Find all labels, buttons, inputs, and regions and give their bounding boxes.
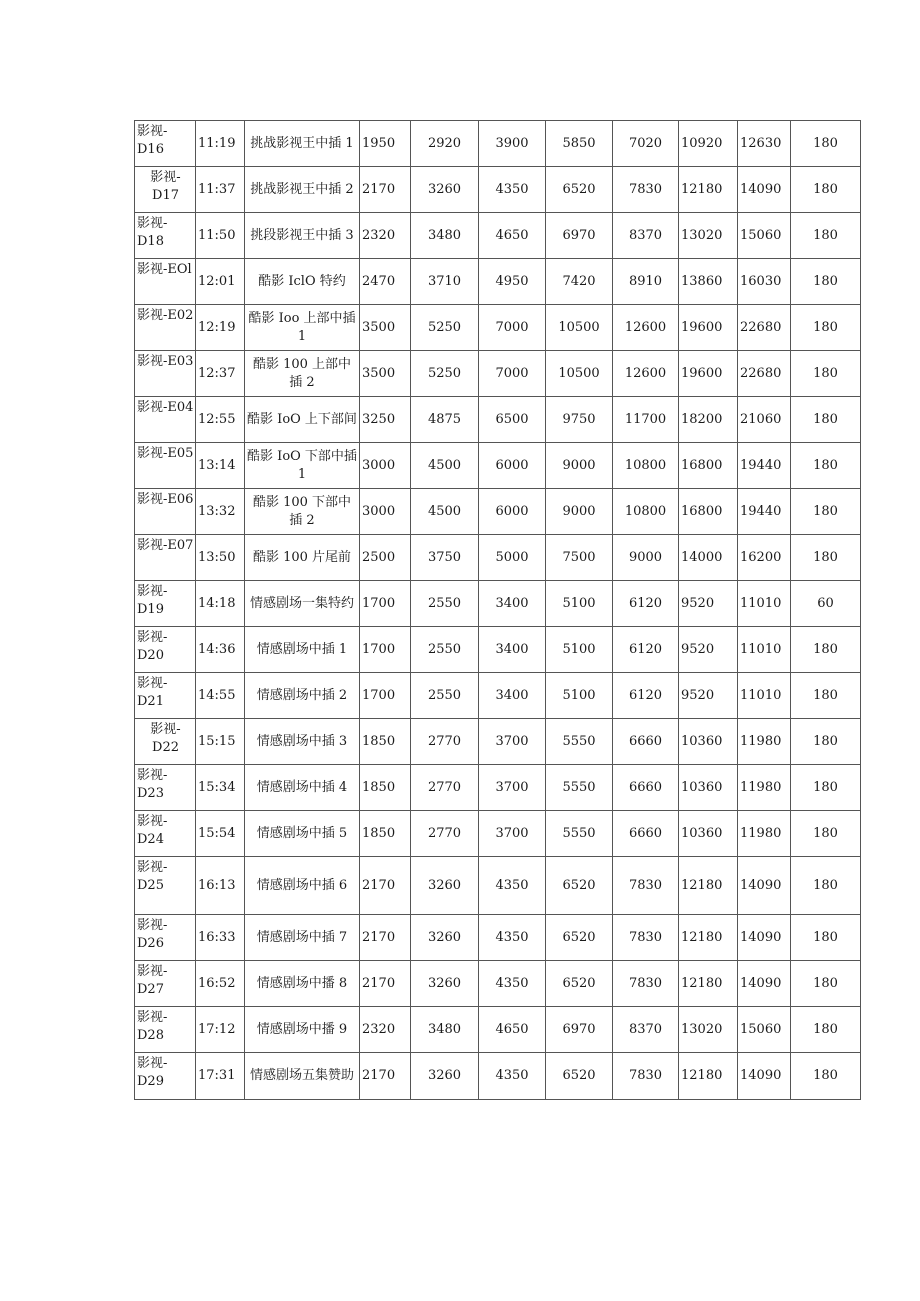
row-program: 挑战影视王中插 1 <box>245 121 360 167</box>
row-price-7: 14090 <box>738 1053 791 1100</box>
row-price-8: 180 <box>791 1007 861 1053</box>
row-price-2: 5250 <box>411 351 479 397</box>
row-price-2: 3480 <box>411 213 479 259</box>
row-code-part: 影视- <box>150 170 181 185</box>
row-program: 情感剧场中插 4 <box>245 765 360 811</box>
row-program: 酷影 100 下部中插 2 <box>245 489 360 535</box>
row-time: 17:31 <box>196 1053 245 1100</box>
table-row <box>135 961 861 1007</box>
row-program: 情感剧场五集赞助 <box>245 1053 360 1100</box>
row-code-text: 影视-E05 <box>137 446 194 461</box>
table-row <box>135 857 861 915</box>
row-price-1: 2320 <box>360 213 411 259</box>
row-price-8: 180 <box>791 765 861 811</box>
row-price-3: 3900 <box>479 121 546 167</box>
row-time: 16:13 <box>196 857 245 915</box>
row-price-7: 14090 <box>738 915 791 961</box>
row-price-5: 7830 <box>613 915 679 961</box>
row-time: 11:37 <box>196 167 245 213</box>
row-code <box>135 305 196 351</box>
row-price-7: 15060 <box>738 213 791 259</box>
row-price-2: 2550 <box>411 581 479 627</box>
row-code-text: 影视-E02 <box>137 308 194 323</box>
row-price-4: 7420 <box>546 259 613 305</box>
row-code <box>135 121 196 167</box>
row-price-3: 4350 <box>479 915 546 961</box>
row-code <box>135 443 196 489</box>
row-price-6: 10360 <box>679 811 738 857</box>
row-price-8: 180 <box>791 1053 861 1100</box>
row-program: 情感剧场中插 7 <box>245 915 360 961</box>
row-program: 情感剧场中插 5 <box>245 811 360 857</box>
row-price-1: 1700 <box>360 627 411 673</box>
row-price-2: 3260 <box>411 857 479 915</box>
row-price-5: 6660 <box>613 765 679 811</box>
row-price-1: 1850 <box>360 719 411 765</box>
row-price-1: 2170 <box>360 915 411 961</box>
row-price-8: 180 <box>791 489 861 535</box>
row-price-6: 13020 <box>679 1007 738 1053</box>
row-price-3: 3400 <box>479 581 546 627</box>
row-price-2: 2770 <box>411 719 479 765</box>
row-price-6: 9520 <box>679 673 738 719</box>
row-price-6: 10360 <box>679 719 738 765</box>
row-price-5: 7830 <box>613 1053 679 1100</box>
row-price-4: 5550 <box>546 719 613 765</box>
row-price-2: 5250 <box>411 305 479 351</box>
row-price-8: 180 <box>791 535 861 581</box>
row-price-2: 2920 <box>411 121 479 167</box>
row-price-6: 16800 <box>679 489 738 535</box>
row-price-3: 7000 <box>479 305 546 351</box>
row-price-8: 180 <box>791 673 861 719</box>
row-price-6: 12180 <box>679 1053 738 1100</box>
row-price-8: 180 <box>791 443 861 489</box>
row-price-6: 19600 <box>679 351 738 397</box>
row-price-5: 9000 <box>613 535 679 581</box>
row-price-4: 5100 <box>546 627 613 673</box>
row-price-2: 3260 <box>411 1053 479 1100</box>
row-time: 13:14 <box>196 443 245 489</box>
row-time: 14:55 <box>196 673 245 719</box>
row-price-7: 14090 <box>738 167 791 213</box>
row-price-2: 4875 <box>411 397 479 443</box>
row-time: 17:12 <box>196 1007 245 1053</box>
row-price-6: 13020 <box>679 213 738 259</box>
table-row <box>135 397 861 443</box>
row-code <box>135 259 196 305</box>
row-code <box>135 811 196 857</box>
row-price-6: 18200 <box>679 397 738 443</box>
row-price-3: 6000 <box>479 489 546 535</box>
table-row <box>135 213 861 259</box>
row-price-5: 7020 <box>613 121 679 167</box>
row-price-1: 1950 <box>360 121 411 167</box>
row-price-2: 3480 <box>411 1007 479 1053</box>
row-code <box>135 167 196 213</box>
table-row <box>135 489 861 535</box>
row-time: 11:19 <box>196 121 245 167</box>
row-code <box>135 915 196 961</box>
row-price-7: 11010 <box>738 673 791 719</box>
row-price-4: 5850 <box>546 121 613 167</box>
row-price-4: 9750 <box>546 397 613 443</box>
row-price-3: 3400 <box>479 627 546 673</box>
row-price-4: 5100 <box>546 581 613 627</box>
row-price-5: 12600 <box>613 351 679 397</box>
row-price-4: 5550 <box>546 765 613 811</box>
row-price-5: 12600 <box>613 305 679 351</box>
row-program: 情感剧场中插 3 <box>245 719 360 765</box>
row-code-text: 影视-D16 <box>137 124 168 157</box>
table-row <box>135 351 861 397</box>
row-code-part: D26 <box>137 936 164 951</box>
table-row <box>135 259 861 305</box>
row-program: 酷影 100 上部中插 2 <box>245 351 360 397</box>
row-price-8: 180 <box>791 627 861 673</box>
row-price-2: 3750 <box>411 535 479 581</box>
row-price-8: 180 <box>791 167 861 213</box>
row-price-1: 3000 <box>360 443 411 489</box>
row-price-8: 180 <box>791 857 861 915</box>
row-program: 情感剧场中插 2 <box>245 673 360 719</box>
row-price-4: 5550 <box>546 811 613 857</box>
row-price-1: 2170 <box>360 857 411 915</box>
row-price-4: 7500 <box>546 535 613 581</box>
table-row <box>135 915 861 961</box>
row-price-6: 12180 <box>679 167 738 213</box>
row-code-text: 影视-E04 <box>137 400 194 415</box>
row-time: 16:52 <box>196 961 245 1007</box>
row-price-7: 11980 <box>738 811 791 857</box>
row-code-text: 影视-D18 <box>137 216 168 249</box>
row-code <box>135 1007 196 1053</box>
row-price-2: 3260 <box>411 961 479 1007</box>
row-time: 12:55 <box>196 397 245 443</box>
row-price-6: 12180 <box>679 915 738 961</box>
row-price-4: 5100 <box>546 673 613 719</box>
row-code <box>135 719 196 765</box>
row-price-7: 15060 <box>738 1007 791 1053</box>
row-code-text: 影视-D21 <box>137 676 168 709</box>
row-code <box>135 1053 196 1100</box>
table-row <box>135 121 861 167</box>
row-price-7: 22680 <box>738 305 791 351</box>
row-price-2: 4500 <box>411 489 479 535</box>
row-price-3: 4350 <box>479 961 546 1007</box>
row-price-7: 21060 <box>738 397 791 443</box>
row-price-1: 1700 <box>360 673 411 719</box>
row-time: 12:37 <box>196 351 245 397</box>
row-price-5: 6120 <box>613 627 679 673</box>
row-code <box>135 535 196 581</box>
row-program: 情感剧场一集特约 <box>245 581 360 627</box>
row-price-5: 8370 <box>613 1007 679 1053</box>
row-price-2: 2550 <box>411 627 479 673</box>
row-price-5: 10800 <box>613 443 679 489</box>
row-price-2: 3710 <box>411 259 479 305</box>
row-time: 14:36 <box>196 627 245 673</box>
row-price-2: 3260 <box>411 915 479 961</box>
row-price-1: 2170 <box>360 1053 411 1100</box>
row-price-1: 2500 <box>360 535 411 581</box>
row-program: 情感剧场中播 9 <box>245 1007 360 1053</box>
row-price-5: 8910 <box>613 259 679 305</box>
row-price-2: 2550 <box>411 673 479 719</box>
row-time: 15:34 <box>196 765 245 811</box>
row-price-8: 180 <box>791 719 861 765</box>
row-price-7: 16030 <box>738 259 791 305</box>
row-code-text: 影视-EOl <box>137 262 192 277</box>
row-code <box>135 489 196 535</box>
row-price-4: 6520 <box>546 167 613 213</box>
row-code-part: 影视- <box>137 918 168 933</box>
table-row <box>135 1053 861 1100</box>
row-code-part: D17 <box>152 188 179 203</box>
row-price-3: 3700 <box>479 811 546 857</box>
row-program: 情感剧场中播 8 <box>245 961 360 1007</box>
row-price-1: 2320 <box>360 1007 411 1053</box>
row-price-1: 2170 <box>360 961 411 1007</box>
row-price-7: 14090 <box>738 857 791 915</box>
row-price-5: 6120 <box>613 673 679 719</box>
row-time: 12:01 <box>196 259 245 305</box>
row-code-text: 影视-D27 <box>137 964 168 997</box>
row-price-4: 6970 <box>546 213 613 259</box>
row-price-4: 6520 <box>546 915 613 961</box>
row-price-1: 3000 <box>360 489 411 535</box>
row-price-3: 4650 <box>479 1007 546 1053</box>
row-code-part: 影视- <box>150 722 181 737</box>
row-price-8: 180 <box>791 915 861 961</box>
row-code-text: 影视-D25 <box>137 860 168 893</box>
row-price-8: 180 <box>791 351 861 397</box>
row-price-7: 11010 <box>738 627 791 673</box>
row-code-part: D22 <box>152 740 179 755</box>
row-price-1: 2170 <box>360 167 411 213</box>
row-price-8: 180 <box>791 961 861 1007</box>
row-time: 16:33 <box>196 915 245 961</box>
row-price-1: 1850 <box>360 811 411 857</box>
row-price-7: 16200 <box>738 535 791 581</box>
row-program: 挑战影视王中插 2 <box>245 167 360 213</box>
row-code <box>135 765 196 811</box>
row-time: 13:32 <box>196 489 245 535</box>
row-price-7: 19440 <box>738 489 791 535</box>
row-code-text: 影视-D23 <box>137 768 168 801</box>
row-price-5: 7830 <box>613 167 679 213</box>
row-price-7: 11010 <box>738 581 791 627</box>
table-row <box>135 811 861 857</box>
table-row <box>135 581 861 627</box>
row-program: 挑段影视王中插 3 <box>245 213 360 259</box>
row-price-6: 12180 <box>679 961 738 1007</box>
row-code <box>135 351 196 397</box>
table-row <box>135 719 861 765</box>
row-code <box>135 581 196 627</box>
row-program: 酷影 IoO 上下部间 <box>245 397 360 443</box>
row-code-text: 影视-E06 <box>137 492 194 507</box>
row-price-5: 6120 <box>613 581 679 627</box>
row-price-2: 3260 <box>411 167 479 213</box>
row-price-4: 10500 <box>546 305 613 351</box>
table-body <box>135 121 861 1100</box>
row-price-3: 4350 <box>479 1053 546 1100</box>
row-price-6: 10360 <box>679 765 738 811</box>
table-row <box>135 535 861 581</box>
row-price-5: 8370 <box>613 213 679 259</box>
row-price-3: 5000 <box>479 535 546 581</box>
row-program: 酷影 100 片尾前 <box>245 535 360 581</box>
row-price-6: 10920 <box>679 121 738 167</box>
row-price-6: 13860 <box>679 259 738 305</box>
row-price-3: 3400 <box>479 673 546 719</box>
table-row <box>135 765 861 811</box>
row-price-8: 180 <box>791 811 861 857</box>
row-price-7: 12630 <box>738 121 791 167</box>
row-price-3: 6500 <box>479 397 546 443</box>
row-price-6: 16800 <box>679 443 738 489</box>
row-price-3: 4650 <box>479 213 546 259</box>
row-price-1: 3500 <box>360 351 411 397</box>
row-code-text: 影视-D20 <box>137 630 168 663</box>
row-program: 情感剧场中插 6 <box>245 857 360 915</box>
row-program: 情感剧场中插 1 <box>245 627 360 673</box>
row-code <box>135 961 196 1007</box>
row-price-6: 9520 <box>679 627 738 673</box>
row-code <box>135 397 196 443</box>
row-time: 13:50 <box>196 535 245 581</box>
row-price-1: 3250 <box>360 397 411 443</box>
table-row <box>135 673 861 719</box>
row-price-3: 7000 <box>479 351 546 397</box>
row-time: 15:54 <box>196 811 245 857</box>
row-price-4: 6970 <box>546 1007 613 1053</box>
row-price-7: 11980 <box>738 765 791 811</box>
row-price-2: 2770 <box>411 811 479 857</box>
row-code-text: 影视-E07 <box>137 538 194 553</box>
row-program: 酷影 IoO 下部中插 1 <box>245 443 360 489</box>
row-code-text: 影视-D19 <box>137 584 168 617</box>
row-price-3: 4350 <box>479 857 546 915</box>
row-price-1: 1700 <box>360 581 411 627</box>
row-code-text: 影视-E03 <box>137 354 194 369</box>
row-price-5: 7830 <box>613 961 679 1007</box>
table-row <box>135 443 861 489</box>
row-price-1: 1850 <box>360 765 411 811</box>
ad-rate-table <box>134 120 861 1100</box>
row-price-4: 9000 <box>546 489 613 535</box>
row-program: 酷影 IclO 特约 <box>245 259 360 305</box>
row-price-8: 60 <box>791 581 861 627</box>
row-code <box>135 857 196 915</box>
row-price-5: 6660 <box>613 719 679 765</box>
row-price-2: 4500 <box>411 443 479 489</box>
row-time: 14:18 <box>196 581 245 627</box>
row-price-8: 180 <box>791 305 861 351</box>
row-price-5: 10800 <box>613 489 679 535</box>
row-price-1: 2470 <box>360 259 411 305</box>
row-price-4: 10500 <box>546 351 613 397</box>
row-price-3: 4950 <box>479 259 546 305</box>
row-code <box>135 627 196 673</box>
row-price-3: 4350 <box>479 167 546 213</box>
row-price-7: 22680 <box>738 351 791 397</box>
row-price-2: 2770 <box>411 765 479 811</box>
row-price-8: 180 <box>791 397 861 443</box>
row-price-3: 3700 <box>479 719 546 765</box>
table-row <box>135 305 861 351</box>
row-price-5: 7830 <box>613 857 679 915</box>
row-price-4: 6520 <box>546 1053 613 1100</box>
row-price-3: 3700 <box>479 765 546 811</box>
row-price-1: 3500 <box>360 305 411 351</box>
table-row <box>135 627 861 673</box>
row-price-3: 6000 <box>479 443 546 489</box>
row-price-6: 12180 <box>679 857 738 915</box>
row-price-7: 19440 <box>738 443 791 489</box>
row-code <box>135 673 196 719</box>
row-code <box>135 213 196 259</box>
row-price-4: 6520 <box>546 857 613 915</box>
table-row <box>135 1007 861 1053</box>
row-price-5: 6660 <box>613 811 679 857</box>
row-price-8: 180 <box>791 121 861 167</box>
row-price-5: 11700 <box>613 397 679 443</box>
row-time: 11:50 <box>196 213 245 259</box>
row-code-text: 影视-D29 <box>137 1056 168 1089</box>
row-code-text: 影视-D24 <box>137 814 168 847</box>
row-price-8: 180 <box>791 213 861 259</box>
row-price-4: 6520 <box>546 961 613 1007</box>
row-program: 酷影 Ioo 上部中插 1 <box>245 305 360 351</box>
row-price-4: 9000 <box>546 443 613 489</box>
row-price-6: 14000 <box>679 535 738 581</box>
row-price-7: 11980 <box>738 719 791 765</box>
row-price-6: 9520 <box>679 581 738 627</box>
row-price-6: 19600 <box>679 305 738 351</box>
row-time: 12:19 <box>196 305 245 351</box>
row-code-text: 影视-D28 <box>137 1010 168 1043</box>
table-row <box>135 167 861 213</box>
row-price-8: 180 <box>791 259 861 305</box>
row-time: 15:15 <box>196 719 245 765</box>
row-price-7: 14090 <box>738 961 791 1007</box>
